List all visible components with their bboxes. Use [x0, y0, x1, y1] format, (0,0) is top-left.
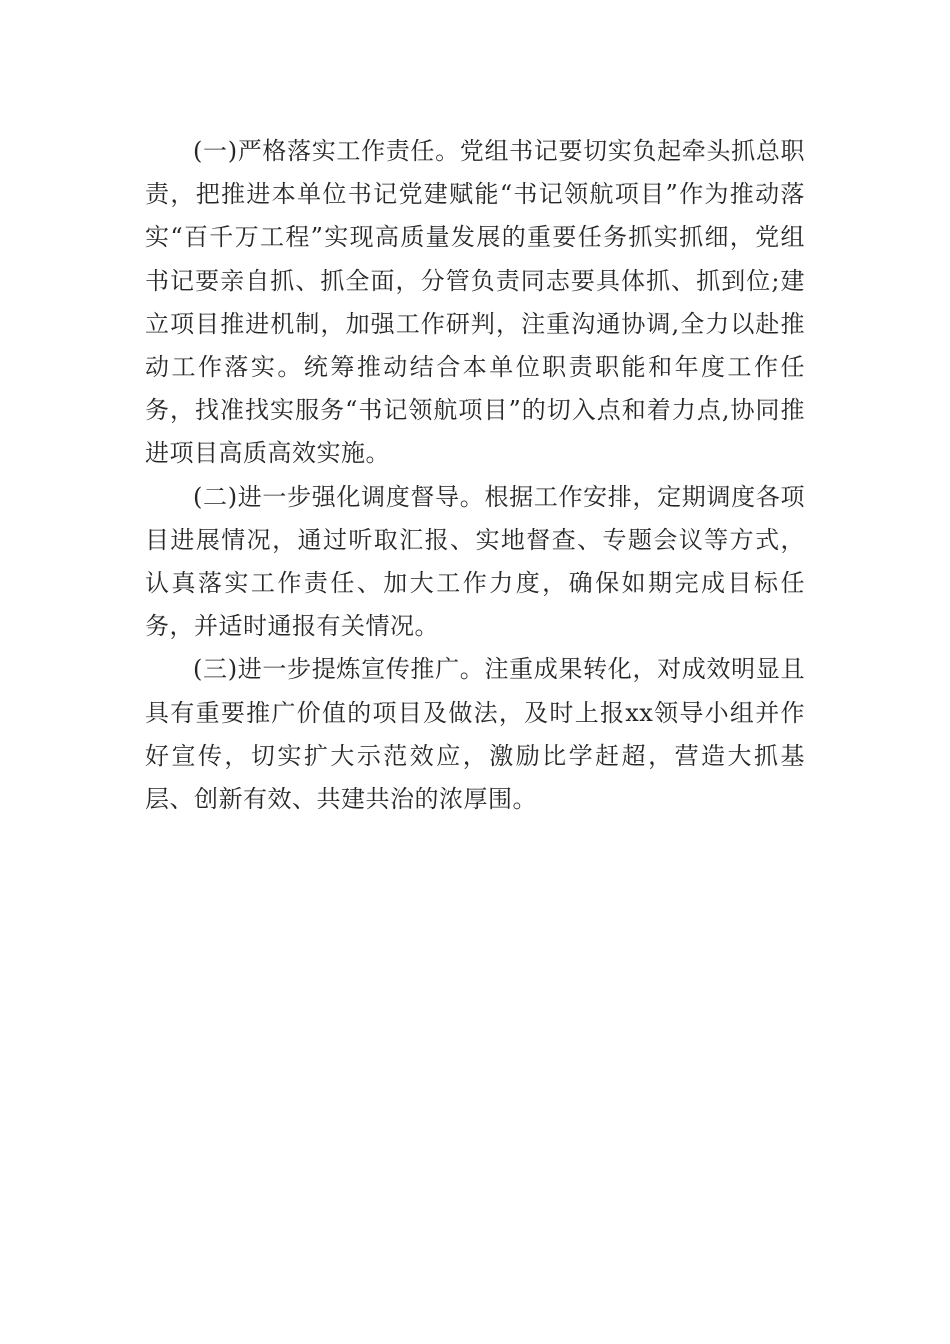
paragraph-promotion: (三)进一步提炼宣传推广。注重成果转化，对成效明显且具有重要推广价值的项目及做法，及时上报xx领导小组并作好宣传，切实扩大示范效应，激励比学赶超，营造大抓基层、创新有效、共建共治的浓厚围。: [145, 655, 805, 814]
paragraph-responsibility: (一)严格落实工作责任。党组书记要切实负起牵头抓总职责，把推进本单位书记党建赋能“书记领航项目”作为推动落实“百千万工程”实现高质量发展的重要任务抓实抓细，党组书记要亲自抓、抓全面，分管负责同志要具体抓、抓到位;建立项目推进机制，加强工作研判，注重沟通协调,全力以赴推动工作落实。统筹推动结合本单位职责职能和年度工作任务，找准找实服务“书记领航项目”的切入点和着力点,协同推进项目高质高效实施。: [145, 137, 805, 468]
paragraph-supervision: (二)进一步强化调度督导。根据工作安排，定期调度各项目进展情况，通过听取汇报、实地督查、专题会议等方式，认真落实工作责任、加大工作力度，确保如期完成目标任务，并适时通报有关情况。: [145, 482, 805, 641]
document-body: [145, 130, 805, 821]
